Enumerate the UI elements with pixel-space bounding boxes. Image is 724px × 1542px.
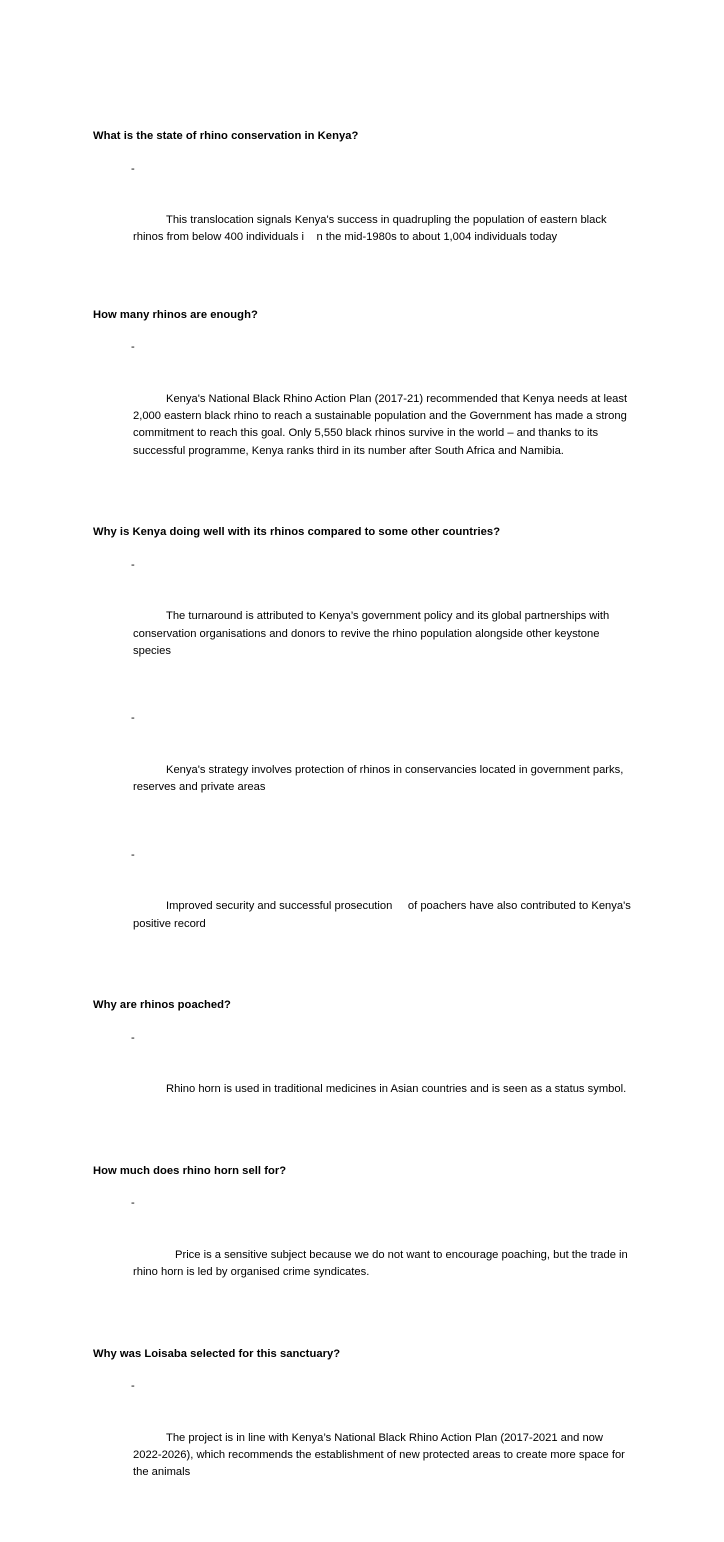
qa-section-why-kenya-doing-well — [93, 524, 633, 967]
answer-text: Rhino horn is used in traditional medicines in Asian countries and is seen as a status symbol. — [166, 1083, 627, 1096]
answer-text: The project is in line with Kenya’s National Black Rhino Action Plan (2017-2021 and now 2022-2026), which recommends the establishment of new protected areas to create more space for the animals — [133, 1431, 628, 1479]
bullet-dash: - — [131, 1197, 135, 1210]
answer-text: Kenya's National Black Rhino Action Plan (2017-21) recommended that Kenya needs at least 2,000 eastern black rhino to reach a sustainable population and the Government has made a strong commitment to reach this goal. Only 5,550 black rhinos survive in the world – and thanks to its successful programme, Kenya ranks third in its number after South Africa and Namibia. — [133, 393, 631, 457]
section-question: Why are rhinos poached? — [93, 999, 231, 1012]
answer-list — [93, 1378, 633, 1516]
answer-item — [93, 339, 633, 494]
bullet-dash: - — [131, 1031, 135, 1044]
answer-list — [93, 161, 633, 281]
answer-list — [93, 557, 633, 967]
section-question: What is the state of rhino conservation in Kenya? — [93, 130, 359, 142]
bullet-dash: - — [131, 712, 135, 725]
qa-section-how-many-rhinos — [93, 307, 633, 494]
answer-text: Price is a sensitive subject because we do not want to encourage poaching, but the trade in rhino horn is led by organised crime syndicates. — [133, 1249, 631, 1279]
qa-section-why-loisaba-selected — [93, 1346, 633, 1516]
answer-item — [93, 1030, 633, 1133]
section-question: Why was Loisaba selected for this sanctuary? — [93, 1347, 341, 1360]
section-question: How much does rhino horn sell for? — [93, 1164, 287, 1177]
answer-list — [93, 1030, 633, 1133]
bullet-dash: - — [131, 341, 135, 354]
document-body — [93, 128, 633, 1542]
section-question: How many rhinos are enough? — [93, 308, 258, 321]
bullet-dash: - — [131, 1380, 135, 1393]
answer-text: Improved security and successful prosecution of poachers have also contributed to Kenya's positive record — [133, 900, 634, 930]
answer-item — [93, 710, 633, 830]
answer-item — [93, 1378, 633, 1516]
qa-section-state-of-rhino-conservation — [93, 128, 633, 281]
answer-item — [93, 161, 633, 281]
answer-list — [93, 1195, 633, 1315]
answer-item — [93, 557, 633, 695]
qa-section-rhino-horn-price — [93, 1163, 633, 1316]
answer-list — [93, 339, 633, 494]
answer-item — [93, 847, 633, 967]
answer-text: The turnaround is attributed to Kenya’s government policy and its global partnerships with conservation organisations and donors to revive the rhino population alongside other keystone species — [133, 610, 613, 657]
bullet-dash: - — [131, 558, 135, 571]
answer-text: Kenya's strategy involves protection of rhinos in conservancies located in government parks, reserves and private areas — [133, 763, 627, 794]
section-question: Why is Kenya doing well with its rhinos compared to some other countries? — [93, 526, 501, 539]
answer-text: This translocation signals Kenya's success in quadrupling the population of eastern black rhinos from below 400 individuals i n the mid-1980s to about 1,004 individuals today — [133, 214, 610, 244]
answer-item — [93, 1195, 633, 1315]
bullet-dash: - — [131, 162, 135, 175]
bullet-dash: - — [131, 848, 135, 861]
qa-section-why-rhinos-poached — [93, 997, 633, 1133]
